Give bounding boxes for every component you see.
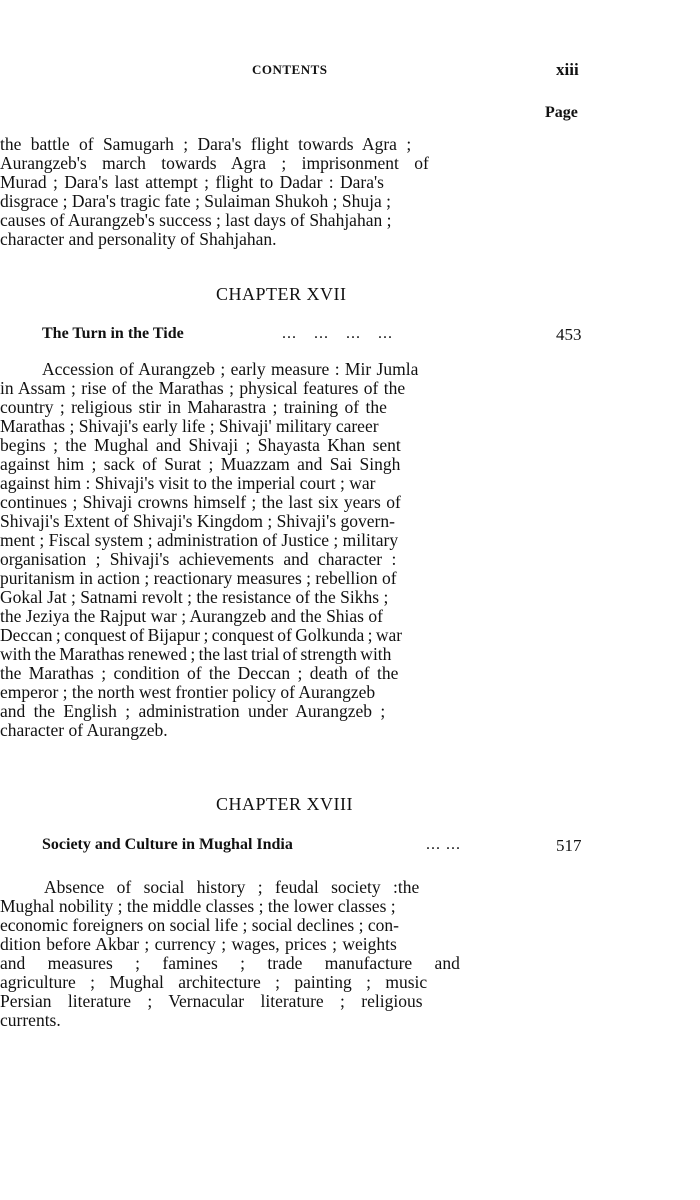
running-head-title: CONTENTS [252,62,328,77]
summary-line: agriculture ; Mughal architecture ; painting ; music [0,972,428,992]
summary-line: against him : Shivaji's visit to the imperial court ; war [0,473,376,493]
summary-line: character of Aurangzeb. [0,720,168,740]
summary-line: emperor ; the north west frontier policy of Aurangzeb [0,682,376,702]
toc-entry[interactable] [0,325,700,347]
toc-entry-page[interactable]: 517 [556,836,582,855]
summary-line: Murad ; Dara's last attempt ; flight to Dadar : Dara's [0,172,384,192]
summary-line: Accession of Aurangzeb ; early measure : Mir Jumla [42,359,419,379]
page-column-label: Page [545,104,578,121]
running-head [0,62,700,82]
toc-entry-title[interactable]: Society and Culture in Mughal India [42,836,293,853]
summary-line: continues ; Shivaji crowns himself ; the last six years of [0,492,401,512]
summary-line: Absence of social history ; feudal society :the [44,877,420,897]
toc-entry-page[interactable]: 453 [556,325,582,344]
toc-entry-title[interactable]: The Turn in the Tide [42,325,184,342]
chapter-heading: CHAPTER XVIII [216,794,353,814]
summary-line: the Marathas ; condition of the Deccan ; death of the [0,663,399,683]
summary-line: and measures ; famines ; trade manufacture and [0,953,460,973]
summary-line: the Jeziya the Rajput war ; Aurangzeb and the Shias of [0,606,383,626]
summary-line: with the Marathas renewed ; the last trial of strength with [0,644,392,664]
toc-entry[interactable] [0,836,700,858]
summary-line: causes of Aurangzeb's success ; last days of Shahjahan ; [0,210,392,230]
page-number: xiii [556,60,579,79]
summary-line: Persian literature ; Vernacular literature ; religious [0,991,423,1011]
summary-line: Shivaji's Extent of Shivaji's Kingdom ; Shivaji's govern- [0,511,395,531]
summary-line: ment ; Fiscal system ; administration of Justice ; military [0,530,399,550]
summary-line: economic foreigners on social life ; social declines ; con- [0,915,399,935]
summary-line: the battle of Samugarh ; Dara's flight towards Agra ; [0,134,412,154]
summary-line: Marathas ; Shivaji's early life ; Shivaji' military career [0,416,379,436]
summary-line: in Assam ; rise of the Marathas ; physical features of the [0,378,406,398]
summary-line: disgrace ; Dara's tragic fate ; Sulaiman Shukoh ; Shuja ; [0,191,391,211]
summary-line: Aurangzeb's march towards Agra ; imprisonment of [0,153,429,173]
summary-line: country ; religious stir in Maharastra ; training of the [0,397,387,417]
summary-line: character and personality of Shahjahan. [0,229,277,249]
summary-line: dition before Akbar ; currency ; wages, prices ; weights [0,934,397,954]
summary-line: begins ; the Mughal and Shivaji ; Shayasta Khan sent [0,435,401,455]
chapter-heading: CHAPTER XVII [216,284,347,304]
toc-leader-dots: ... ... ... ... [282,325,393,342]
summary-line: Mughal nobility ; the middle classes ; the lower classes ; [0,896,396,916]
summary-line: currents. [0,1010,61,1030]
summary-line: against him ; sack of Surat ; Muazzam and Sai Singh [0,454,401,474]
summary-line: puritanism in action ; reactionary measures ; rebellion of [0,568,397,588]
summary-line: and the English ; administration under Aurangzeb ; [0,701,386,721]
summary-line: Deccan ; conquest of Bijapur ; conquest of Golkunda ; war [0,625,403,645]
toc-leader-dots: ... ... [426,836,461,853]
summary-line: organisation ; Shivaji's achievements and character : [0,549,397,569]
summary-line: Gokal Jat ; Satnami revolt ; the resistance of the Sikhs ; [0,587,389,607]
